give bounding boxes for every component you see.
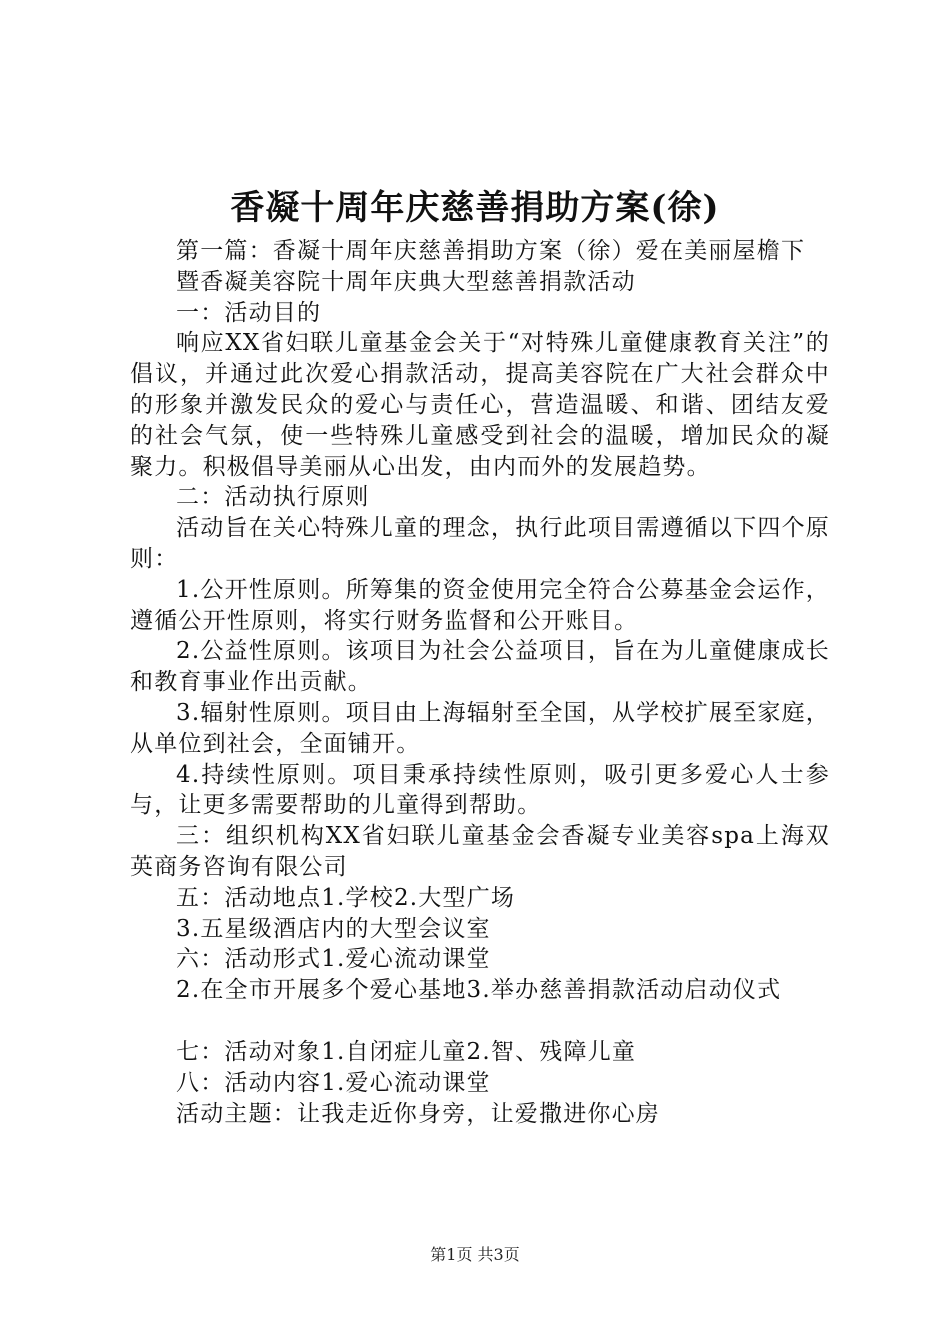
paragraph: 2.在全市开展多个爱心基地3.举办慈善捐款活动启动仪式 bbox=[176, 977, 782, 1004]
paragraph: 3.五星级酒店内的大型会议室 bbox=[176, 915, 491, 942]
paragraph: 活动旨在关心特殊儿童的理念，执行此项目需遵循以下四个原则： bbox=[130, 515, 830, 572]
document-title: 香凝十周年庆慈善捐助方案(徐) bbox=[230, 188, 720, 228]
section-heading: 八：活动内容1.爱心流动课堂 bbox=[176, 1069, 491, 1096]
section-heading: 六：活动形式1.爱心流动课堂 bbox=[176, 946, 491, 973]
document-body bbox=[130, 236, 830, 1129]
section-heading: 五：活动地点1.学校2.大型广场 bbox=[176, 884, 516, 911]
list-item: 3.辐射性原则。项目由上海辐射至全国，从学校扩展至家庭，从单位到社会，全面铺开。 bbox=[130, 699, 830, 757]
list-item: 2.公益性原则。该项目为社会公益项目，旨在为儿童健康成长和教育事业作出贡献。 bbox=[130, 638, 830, 696]
section-heading: 七：活动对象1.自闭症儿童2.智、残障儿童 bbox=[176, 1038, 637, 1065]
list-item: 4.持续性原则。项目秉承持续性原则，吸引更多爱心人士参与，让更多需要帮助的儿童得到帮助。 bbox=[130, 761, 830, 819]
blank-line bbox=[130, 1006, 830, 1037]
page-number: 第1页 共3页 bbox=[430, 1245, 520, 1264]
paragraph: 活动主题：让我走近你身旁，让爱撒进你心房 bbox=[176, 1100, 660, 1127]
paragraph: 响应XX省妇联儿童基金会关于“对特殊儿童健康教育关注”的倡议，并通过此次爱心捐款活动，提高美容院在广大社会群众中的形象并激发民众的爱心与责任心，营造温暖、和谐、团结友爱的社会气氛，使一些特殊儿童感受到社会的温暖，增加民众的凝聚力。积极倡导美丽从心出发，由内而外的发展趋势。 bbox=[130, 330, 830, 480]
paragraph: 第一篇：香凝十周年庆慈善捐助方案（徐）爱在美丽屋檐下 bbox=[176, 238, 806, 264]
paragraph: 暨香凝美容院十周年庆典大型慈善捐款活动 bbox=[176, 268, 636, 295]
section-heading: 三：组织机构XX省妇联儿童基金会香凝专业美容spa上海双英商务咨询有限公司 bbox=[130, 823, 830, 880]
list-item: 1.公开性原则。所筹集的资金使用完全符合公募基金会运作，遵循公开性原则，将实行财务监督和公开账目。 bbox=[130, 576, 830, 634]
section-heading: 二：活动执行原则 bbox=[176, 484, 370, 511]
section-heading: 一：活动目的 bbox=[176, 299, 322, 326]
